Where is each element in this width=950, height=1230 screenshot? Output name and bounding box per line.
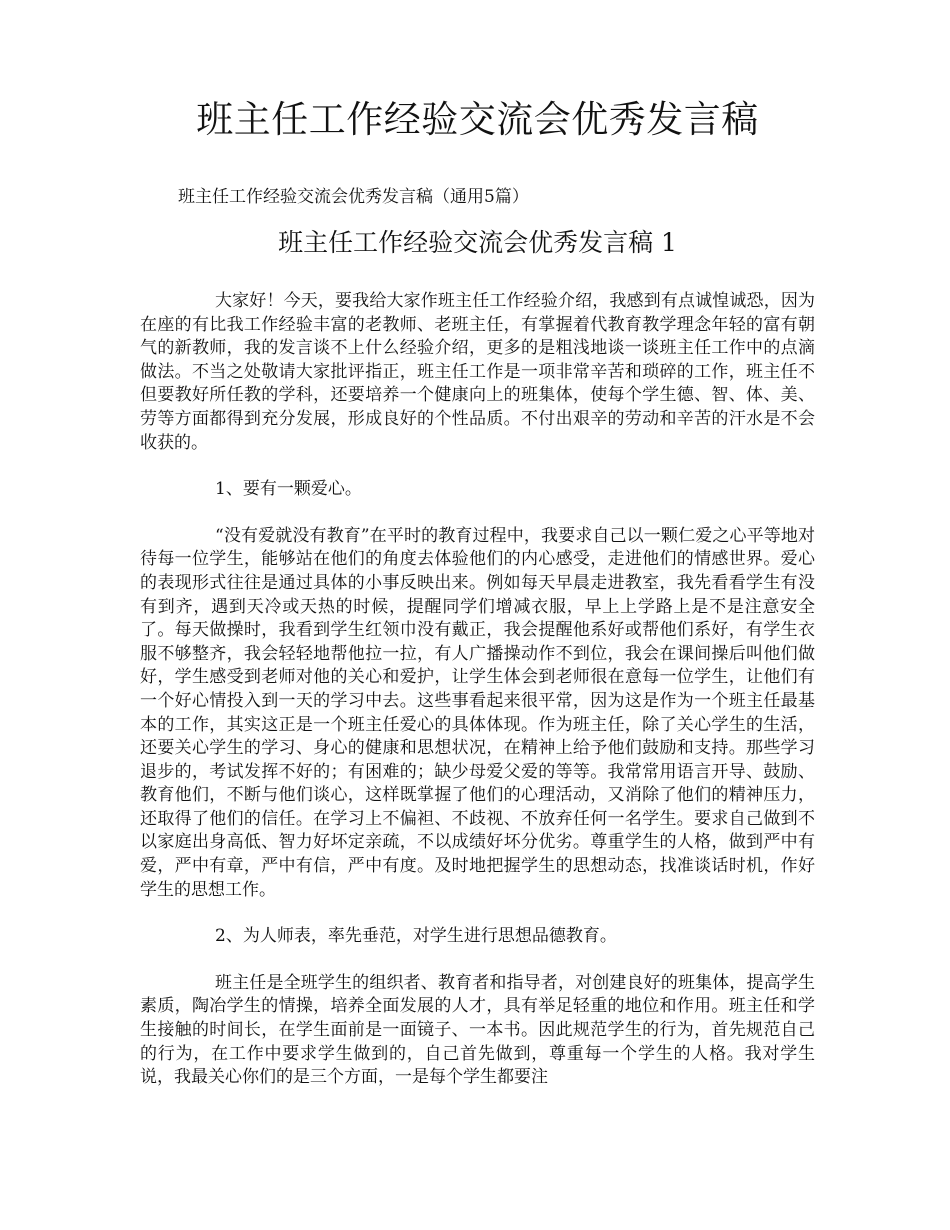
paragraph-intro: 大家好！今天，要我给大家作班主任工作经验介绍，我感到有点诚惶诚恐，因为在座的有比我工作经验丰富的老教师、老班主任，有掌握着代教育教学理念年轻的富有朝气的新教师，我的发言谈不上什么经验介绍，更多的是粗浅地谈一谈班主任工作中的点滴做法。不当之处敬请大家批评指正，班主任工作是一项非常辛苦和琐碎的工作，班主任不但要教好所任教的学科，还要培养一个健康向上的班集体，使每个学生德、智、体、美、劳等方面都得到充分发展，形成良好的个性品质。不付出艰辛的劳动和辛苦的汗水是不会收获的。 xyxy=(140,291,815,453)
document-body xyxy=(140,290,815,1113)
section-title: 班主任工作经验交流会优秀发言稿 1 xyxy=(278,228,677,257)
point-heading-2: 2、为人师表，率先垂范，对学生进行思想品德教育。 xyxy=(215,926,617,947)
document-title: 班主任工作经验交流会优秀发言稿 xyxy=(196,98,759,141)
point-heading-1: 1、要有一颗爱心。 xyxy=(215,479,362,500)
paragraph-love: “没有爱就没有教育”在平时的教育过程中，我要求自己以一颗仁爱之心平等地对待每一位学生，能够站在他们的角度去体验他们的内心感受，走进他们的情感世界。爱心的表现形式往往是通过具体的小事反映出来。例如每天早晨走进教室，我先看看学生有没有到齐，遇到天冷或天热的时候，提醒同学们增减衣服，早上上学路上是不是注意安全了。每天做操时，我看到学生红领巾没有戴正，我会提醒他系好或帮他们系好，有学生衣服不够整齐，我会轻轻地帮他拉一拉，有人广播操动作不到位，我会在课间操后叫他们做好，学生感受到老师对他的关心和爱护，让学生体会到老师很在意每一位学生，让他们有一个好心情投入到一天的学习中去。这些事看起来很平常，因为这是作为一个班主任最基本的工作，其实这正是一个班主任爱心的具体体现。作为班主任，除了关心学生的生活，还要关心学生的学习、身心的健康和思想状况，在精神上给予他们鼓励和支持。那些学习退步的，考试发挥不好的；有困难的；缺少母爱父爱的等等。我常常用语言开导、鼓励、教育他们，不断与他们谈心，这样既掌握了他们的心理活动，又消除了他们的精神压力，还取得了他们的信任。在学习上不偏袒、不歧视、不放弃任何一名学生。要求自己做到不以家庭出身高低、智力好坏定亲疏，不以成绩好坏分优劣。尊重学生的人格，做到严中有爱，严中有章，严中有信，严中有度。及时地把握学生的思想动态，找准谈话时机，作好学生的思想工作。 xyxy=(140,525,815,900)
document-subtitle: 班主任工作经验交流会优秀发言稿（通用5篇） xyxy=(178,187,529,207)
paragraph-role-model: 班主任是全班学生的组织者、教育者和指导者，对创建良好的班集体，提高学生素质，陶冶学生的情操，培养全面发展的人才，具有举足轻重的地位和作用。班主任和学生接触的时间长，在学生面前是一面镜子、一本书。因此规范学生的行为，首先规范自己的行为，在工作中要求学生做到的，自己首先做到，尊重每一个学生的人格。我对学生说，我最关心你们的是三个方面，一是每个学生都要注 xyxy=(140,972,815,1088)
